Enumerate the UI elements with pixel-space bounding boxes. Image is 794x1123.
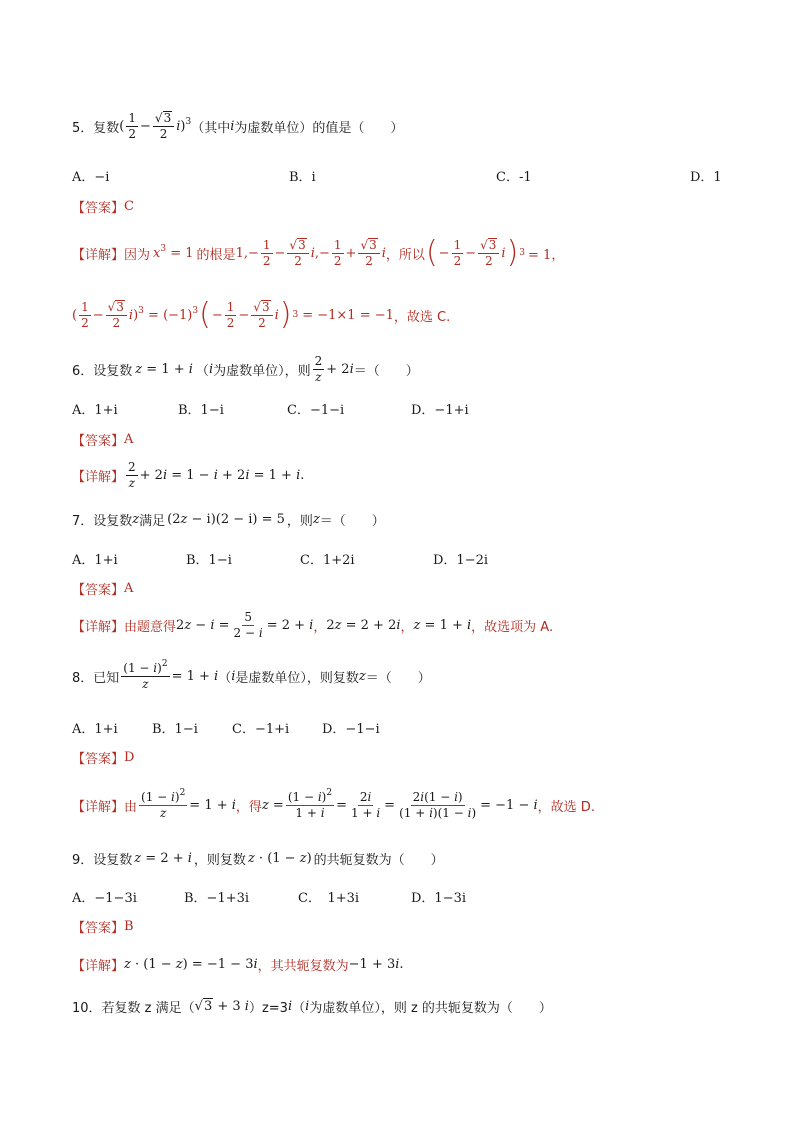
option-c[interactable]: C． 1+3i <box>298 891 360 906</box>
q7-answer: 【答案】 A <box>72 580 134 598</box>
q5-detail-line2: ( $\frac{1}{2}$ − √ 3 2 i )$^3 = (-1)^3$ ( − $\frac{1}{2}$ − √ 3 2 i ) 3 = −1×1 = −1 ，故选 C. <box>72 297 451 332</box>
q6-answer: 【答案】 A <box>72 431 134 449</box>
option-c[interactable]: C．−1−i <box>287 403 345 418</box>
q9-answer: 【答案】 B <box>72 918 134 936</box>
q9-stem: 9． 设复数 z = 2 + i ，则复数 z · (1 − z) 的共轭复数为（ ） <box>72 850 444 868</box>
q5-detail-line1: 【详解】 因为 $x^3 = 1$ 的根是 1,− $\frac{1}{2}$ − √ 3 2 i ,− $\frac{1}{2}$ + √ 3 2 i ，所以 ( − $\frac{1}{2}$ − √ 3 2 i ) 3 = 1， <box>72 235 565 270</box>
option-b[interactable]: B．1−i <box>186 553 232 568</box>
option-b[interactable]: B．1−i <box>178 403 224 418</box>
fraction: √ 3 2 <box>153 111 174 140</box>
q8-stem: 8． 已知 $\frac{(1 - i)^2}{z}$ = 1 + i （ i 是虚数单位），则复数 z ＝（ ） <box>72 658 431 691</box>
q10-stem: 10． 若复数 z 满足（ √ 3 + 3 i ）z=3 i （ i 为虚数单位），则 z 的共轭复数为（ ） <box>72 998 552 1016</box>
option-c[interactable]: C．1+2i <box>300 553 355 568</box>
q5-stem: 5． 复数 ( $\frac{1}{2}$ − √ 3 2 i )$^3$ （其中 i 为虚数单位）的值是（ ） <box>72 110 404 141</box>
q5-answer: 【答案】 C <box>72 198 134 216</box>
option-a[interactable]: A．−1−3i <box>72 891 137 906</box>
option-b[interactable]: B．−1+3i <box>184 891 250 906</box>
q9-detail: 【详解】 z · (1 − z) = −1 − 3i ，其共轭复数为 −1 + 3i. <box>72 956 404 974</box>
option-a[interactable]: A．1+i <box>72 553 118 568</box>
option-a[interactable]: A．−i <box>72 170 110 185</box>
option-d[interactable]: D．−1−i <box>322 722 380 737</box>
option-b[interactable]: B．i <box>289 170 316 185</box>
q8-detail: 【详解】 由 $\frac{(1 - i)^2}{z}$ = 1 + i ，得 z = $\frac{(1 - i)^2}{1 + i}$ = $\frac{2i}{1 + i}$ = $\frac{2i(1 - i)}{(1 + i)(1 - i)}$ = −1 − i ，故选 D. <box>72 787 595 820</box>
q8-answer: 【答案】 D <box>72 749 135 767</box>
option-b[interactable]: B．1−i <box>152 722 198 737</box>
option-a[interactable]: A．1+i <box>72 403 118 418</box>
option-d[interactable]: D．1 <box>690 170 722 185</box>
option-c[interactable]: C．−1+i <box>232 722 290 737</box>
q6-stem: 6． 设复数 z = 1 + i （ i 为虚数单位），则 $\frac{2}{z}$ + 2i ＝（ ） <box>72 353 419 384</box>
option-d[interactable]: D．1−3i <box>411 891 467 906</box>
option-d[interactable]: D．−1+i <box>411 403 469 418</box>
q6-detail: 【详解】 $\frac{2}{z}$ + 2i = 1 − i + 2i = 1 + i. <box>72 459 305 490</box>
option-c[interactable]: C．-1 <box>496 170 532 185</box>
q7-stem: 7． 设复数 z 满足 (2z − i)(2 − i) = 5 ，则 z ＝（ ） <box>72 511 385 529</box>
option-a[interactable]: A．1+i <box>72 722 118 737</box>
option-d[interactable]: D．1−2i <box>433 553 489 568</box>
q7-detail: 【详解】 由题意得 2z − i = $\frac{5}{2 - i}$ = 2 + i ， 2z = 2 + 2i ， z = 1 + i ，故选项为 A. <box>72 609 554 640</box>
fraction: $\frac{1}{2}$ <box>128 110 137 141</box>
